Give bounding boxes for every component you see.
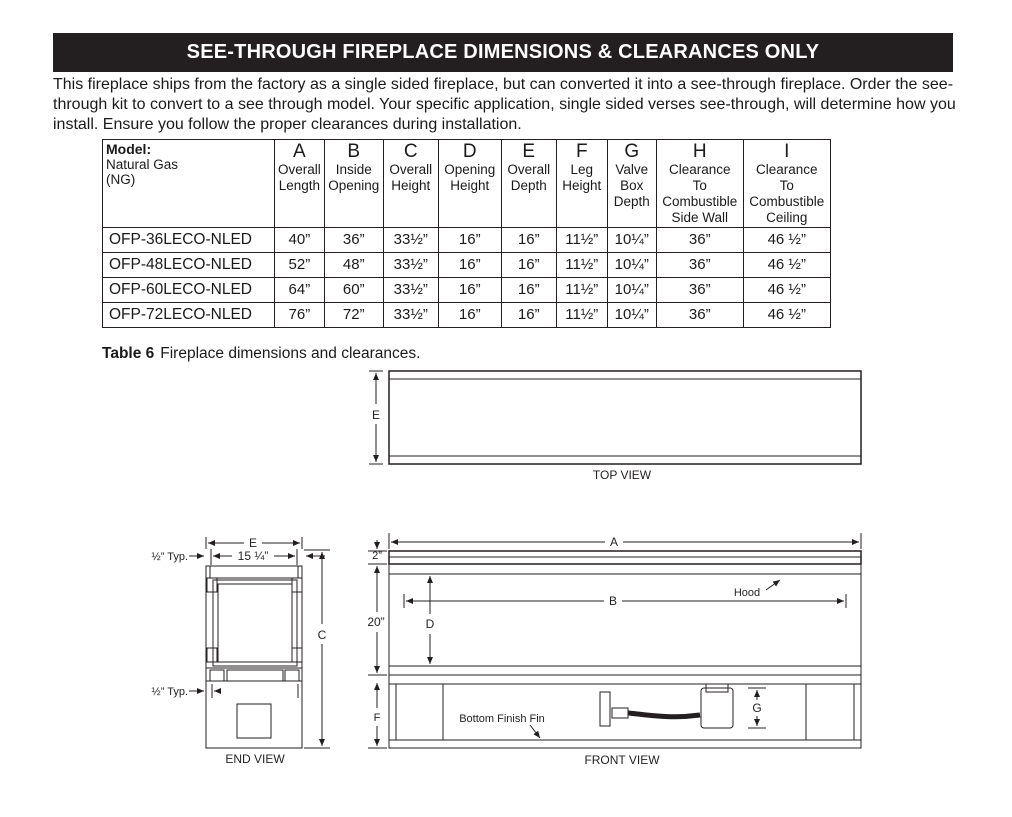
value-cell: 10¼” [607, 303, 656, 328]
col-header: E Overall Depth [501, 140, 556, 228]
value-cell: 46 ½” [743, 228, 830, 253]
value-cell: 60” [324, 278, 383, 303]
value-cell: 46 ½” [743, 278, 830, 303]
value-cell: 48” [324, 253, 383, 278]
col-header: G Valve Box Depth [607, 140, 656, 228]
value-cell: 40” [275, 228, 325, 253]
intro-paragraph: This fireplace ships from the factory as a single sided fireplace, but can converted it into a see-through fireplace. Order the see-through kit to convert to a see through model. Your specific application, single sided verses see-through, will determine how you install. Ensure you follow the proper clearances during installation. [53, 76, 956, 133]
value-cell: 10¼” [607, 253, 656, 278]
value-cell: 46 ½” [743, 303, 830, 328]
col-header: D Opening Height [438, 140, 501, 228]
end-view-dim-width: 15 ¼” [237, 549, 269, 563]
value-cell: 16” [501, 228, 556, 253]
value-cell: 33½” [383, 303, 438, 328]
model-cell: OFP-36LECO-NLED [103, 228, 275, 253]
value-cell: 36” [656, 303, 743, 328]
model-header-title: Model: [106, 141, 152, 157]
value-cell: 16” [501, 278, 556, 303]
top-view-drawing [369, 371, 861, 464]
value-cell: 36” [324, 228, 383, 253]
value-cell: 72” [324, 303, 383, 328]
col-header: B Inside Opening [324, 140, 383, 228]
value-cell: 33½” [383, 253, 438, 278]
value-cell: 52” [275, 253, 325, 278]
col-header: I Clearance To Combustible Ceiling [743, 140, 830, 228]
front-view-dim-f: F [373, 712, 381, 724]
front-view-dim-2: 2” [372, 550, 382, 562]
end-view-dim-e: E [248, 536, 258, 550]
model-header-line2: Natural Gas [106, 157, 179, 172]
value-cell: 10¼” [607, 278, 656, 303]
front-view-dim-a: A [609, 535, 619, 549]
value-cell: 36” [656, 278, 743, 303]
col-header: F Leg Height [556, 140, 607, 228]
end-view-typ-bottom: ½” Typ. [151, 686, 188, 698]
col-header: A Overall Length [275, 140, 325, 228]
value-cell: 16” [438, 278, 501, 303]
end-view-drawing [189, 537, 330, 748]
col-header: C Overall Height [383, 140, 438, 228]
value-cell: 36” [656, 253, 743, 278]
value-cell: 16” [438, 228, 501, 253]
front-view-dim-20: 20” [367, 615, 385, 629]
value-cell: 16” [501, 303, 556, 328]
caption-text: Fireplace dimensions and clearances. [160, 345, 421, 362]
end-view-dim-c: C [317, 628, 327, 642]
model-header-line3: (NG) [106, 172, 136, 187]
caption-label: Table 6 [102, 345, 155, 362]
value-cell: 76” [275, 303, 325, 328]
value-cell: 16” [438, 303, 501, 328]
value-cell: 11½” [556, 253, 607, 278]
value-cell: 11½” [556, 278, 607, 303]
front-view-title: FRONT VIEW [584, 753, 660, 767]
value-cell: 16” [501, 253, 556, 278]
front-view-drawing [368, 533, 861, 748]
front-view-dim-g: G [752, 701, 762, 715]
value-cell: 10¼” [607, 228, 656, 253]
banner-title: SEE-THROUGH FIREPLACE DIMENSIONS & CLEARANCES ONLY [186, 41, 820, 63]
value-cell: 46 ½” [743, 253, 830, 278]
value-cell: 33½” [383, 278, 438, 303]
end-view-title: END VIEW [225, 752, 285, 766]
top-view-title: TOP VIEW [592, 468, 652, 482]
value-cell: 64” [275, 278, 325, 303]
col-header: H Clearance To Combustible Side Wall [656, 140, 743, 228]
value-cell: 11½” [556, 303, 607, 328]
model-cell: OFP-72LECO-NLED [103, 303, 275, 328]
bottom-fin-label: Bottom Finish Fin [459, 713, 545, 725]
front-view-dim-d: D [425, 617, 435, 631]
value-cell: 33½” [383, 228, 438, 253]
value-cell: 16” [438, 253, 501, 278]
end-view-typ-top: ½” Typ. [151, 551, 188, 563]
top-view-dim-e: E [371, 408, 381, 422]
model-cell: OFP-60LECO-NLED [103, 278, 275, 303]
value-cell: 36” [656, 228, 743, 253]
value-cell: 11½” [556, 228, 607, 253]
hood-label: Hood [733, 587, 761, 599]
front-view-dim-b: B [608, 594, 618, 608]
model-cell: OFP-48LECO-NLED [103, 253, 275, 278]
